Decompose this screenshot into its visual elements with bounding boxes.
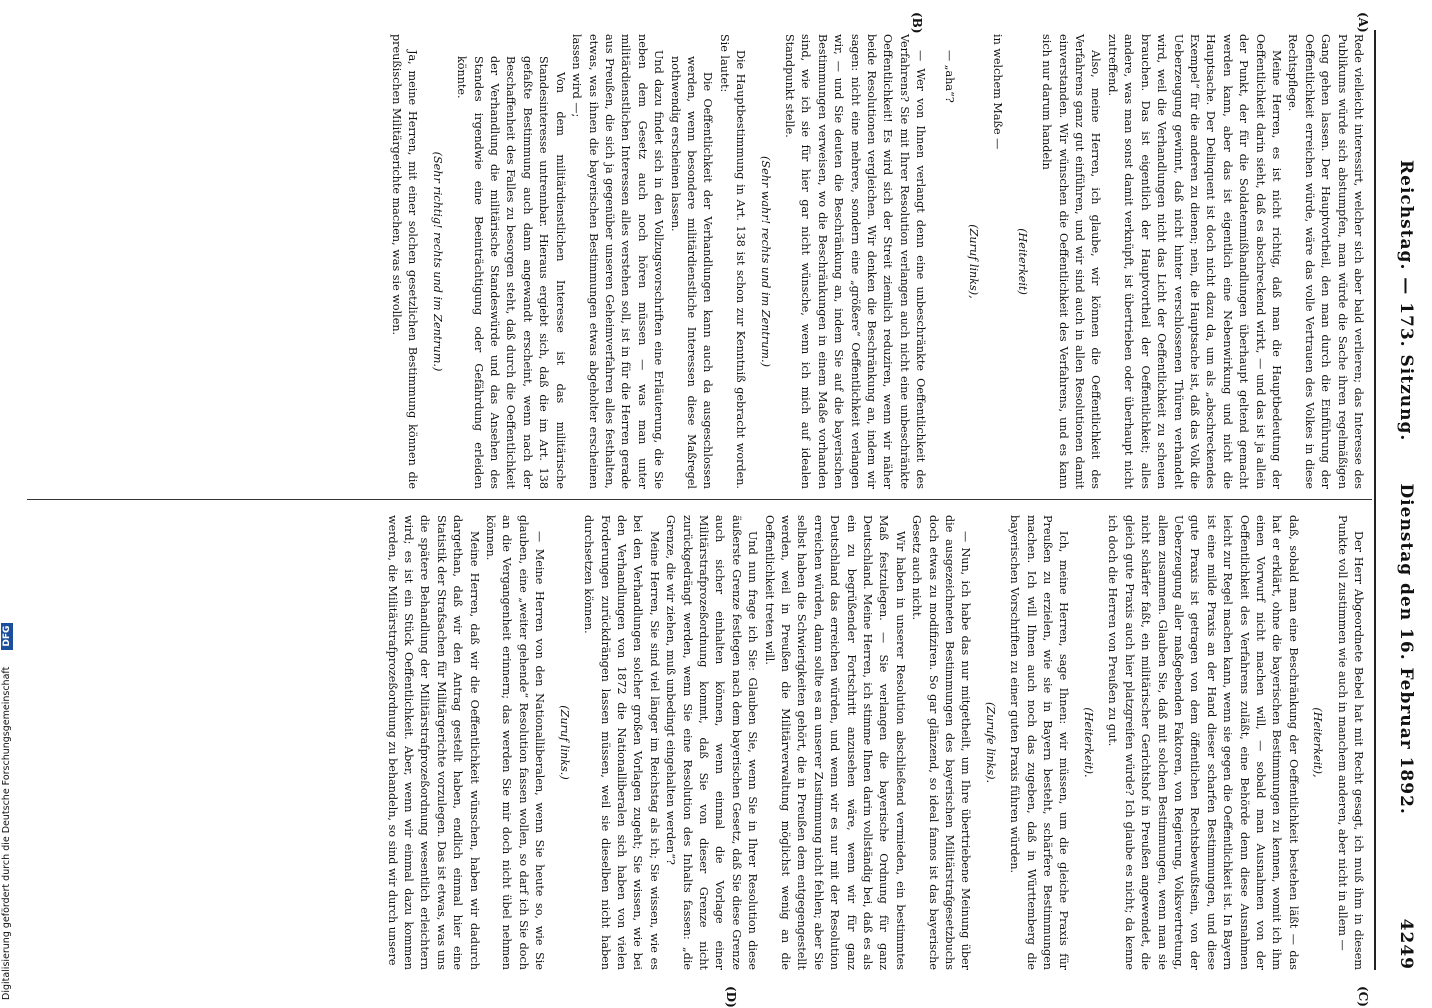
left-paragraph-9: Ja, meine Herren, mit einer solchen gesetzlichen Bestimmung können die preußischen Militärgerichte machen, was sie wollen. (390, 34, 420, 489)
left-quote-2: Von dem militärdienstlichen Interesse ist das militärische Standesinteresse untrennbar. Hieraus ergiebt sich, daß die im Art. 138 gefaßte Bestimmung auch dann angewandt erscheint, wenn nach der Beschaffenheit des Falles zu besorgen steht, daß durch die Oeffentlichkeit der Verhandlung die militärische Standeswürde und das Ansehen des Standes irgendwie eine Beeinträchtigung oder Gefährdung erleiden könnte. (455, 56, 567, 489)
dfg-credit-text: Digitalisierung gefördert durch die Deutsche Forschungsgemeinschaft (1, 666, 12, 1000)
right-paragraph-3: Ich, meine Herren, sage Ihnen: wir müssen, um die gleiche Praxis für Preußen zu erzielen, wie sie in Bayern besteht, schärfere Bestimmungen machen. Ich will Ihnen auch noch das zugeben, daß in Württemberg die bayerischen Vorschriften zu einer guten Praxis führen würden. (1008, 515, 1071, 970)
right-paragraph-1: Der Herr Abgeordnete Bebel hat mit Recht gesagt, ich muß ihm in diesem Punkte voll zustimmen wie auch in manchem anderen, aber nicht in allem — (1335, 515, 1365, 970)
stage-direction: (Sehr wahr! rechts und im Zentrum.) (758, 156, 772, 367)
left-paragraph-5: — „aha“? (942, 50, 956, 103)
left-paragraph-4: in welchem Maße — (991, 34, 1005, 150)
left-quote-1: Die Oeffentlichkeit der Verhandlungen kann auch da ausgeschlossen werden, wenn besondere militärdienstliche Interessen diese Maßregel nothwendig erscheinen lassen. (668, 56, 715, 489)
header-date-and-page (1396, 483, 1416, 970)
left-paragraph-2: Meine Herren, es ist nicht richtig, daß man die Hauptbedeutung der Oeffentlichkeit darin sieht, daß es abschreckend wirkt, — und das ist ja allein der Punkt, der für die Soldatenmißhandlungen überhaupt geltend gemacht werden kann, aber das ist eigentlich eine Nebenwirkung und nicht die Hauptsache. Der Delinquent ist doch nicht dazu da, um als „abschreckendes Exempel“ für die anderen zu dienen; nein, die Hauptsache ist, daß das Volk die Ueberzeugung gewinnt, daß nicht hinter verschlossenen Thüren verhandelt wird, weil die Verhandlungen nicht das Licht der Oeffentlichkeit zu scheuen brauchen. Das ist eigentlich der Hauptvortheil der Oeffentlichkeit; alles andere, was man sonst damit verknüpft, ist übertrieben oder überhaupt nicht zutreffend. (1105, 34, 1283, 489)
right-paragraph-4: — Nun, ich habe das nur mitgetheilt, um Ihre übertriebene Meinung über die ausgezeichneten Bestimmungen des bayerischen Militärstrafgesetzbuchs doch etwas zu modifiziren. So gar glänzend, so ideal famos ist das bayerische Gesetz auch nicht. (910, 515, 973, 970)
stage-direction: (Zurufe links). (983, 701, 997, 784)
header-rule (1374, 30, 1376, 970)
margin-mark-b: (B) (910, 12, 924, 34)
stage-direction: (Heiterkeit), (1311, 707, 1325, 778)
left-paragraph-1: Rede vielleicht interessirt, welcher sich aber bald verlieren; das Interesse des Publikums würde sich abstumpfen, man würde die Sache ihren regelmäßigen Gang gehen lassen. Der Hauptvortheil, den man durch die Einführung der Oeffentlichkeit erreichen würde, wäre das volle Vertrauen des Volkes in diese Rechtspflege. (1286, 34, 1365, 489)
left-paragraph-3: Also, meine Herren, ich glaube, wir können die Oeffentlichkeit des Verfahrens ganz gut einführen, und wir sind auch in allen Resolutionen damit einverstanden. Wir wünschen die Oeffentlichkeit des Verfahrens, und es kann sich nur darum handeln (1040, 34, 1103, 489)
dfg-logo: DFG (1, 623, 13, 650)
stage-direction: (Heiterkeit). (1081, 707, 1095, 778)
left-paragraph-7: Die Hauptbestimmung in Art. 138 ist schon zur Kenntniß gebracht worden. Sie lautet: (717, 34, 748, 489)
left-paragraph-6: — Wer von Ihnen verlangt denn eine unbeschränkte Oeffentlichkeit des Verfahrens? Sie mit Ihrer Resolution verlangen auch nicht eine unbeschränkte Oeffentlichkeit! Es wird sich der Streit ziemlich reduziren, wenn wir näher beide Resolutionen vergleichen. Wir denken die Beschränkung an, indem wir sagen: nicht eine mehrere, sondern eine „größere“ Oeffentlichkeit verlangen wir, — und Sie deuten die Beschränkung an, indem Sie auf die bayerischen Bestimmungen verweisen, wo die Beschränkungen in einem Maße vorhanden sind, wie ich sie für hier gar nicht wünsche, wenn ich mich auf idealen Standpunkt stelle. (783, 34, 928, 489)
right-paragraph-8: — Meine Herren von den Nationalliberalen, wenn Sie heute so, wie Sie glauben, eine „weiter gehende“ Resolution fassen wollen, so darf ich Sie doch an die Vergangenheit erinnern; das werden Sie mir doch nicht übel nehmen können. (484, 515, 547, 970)
margin-mark-a: (A) (1356, 12, 1370, 33)
margin-mark-c: (C) (1356, 986, 1370, 1007)
digitization-footer-text (0, 0, 14, 1000)
stage-direction: (Heiterkeit) (1015, 228, 1029, 295)
stage-direction: (Sehr richtig! rechts und im Zentrum.) (430, 151, 444, 372)
right-paragraph-5: Wir haben in unserer Resolution abschließend vermieden, ein bestimmtes Maß festzulegen. — Sie verlangen die bayerische Ordnung für ganz Deutschland. Meine Herren, ich stimme Ihnen darin vollständig bei, daß es als ein zu begrüßender Fortschritt anzusehen wäre, wenn wir für ganz Deutschland das erreichen würden, und wenn wir es nur mit der Resolution erreichen würden, dann sollte es an unserer Zustimmung nicht fehlen; aber Sie selbst haben die Schwierigkeiten gehört, die in Preußen dem entgegengestellt werden, weil in Preußen die Militärverwaltung möglichst wenig an die Oeffentlichkeit treten will. (762, 515, 907, 970)
left-paragraph-8: Und dazu findet sich in den Vollzugsvorschriften eine Erläuterung, die Sie neben dem Gesetz auch noch hören müssen — was man unter militärdienstlichen Interessen alles verstehen soll, ist in für die Herren gerade aus Preußen, die sich ja gegenüber unseren Geheimverfahren alles festhalten, etwas, was ihnen die bayerischen Bestimmungen etwas abgeholter erscheinen lassen wird —; (570, 34, 666, 489)
header-date: Dienstag den 16. Februar 1892. (1396, 483, 1416, 815)
digitization-footer (0, 0, 14, 1000)
right-paragraph-9: Meine Herren, daß wir die Oeffentlichkeit wünschen, haben wir dadurch dargethan, daß wir den Antrag gestellt haben, endlich einmal hier eine Statistik der Strafsachen für Militärgerichte vorzulegen. Das ist etwas, was uns die spätere Behandlung der Militärstrafprozeßordnung wesentlich erleichtern wird; es ist ein Stück Oeffentlichkeit. Aber, wenn wir einmal dazu kommen werden, die Militärstrafprozeßordnung zu behandeln, so sind wir durch unsere (385, 515, 481, 970)
page-number: 4249 (1396, 918, 1416, 970)
right-paragraph-6: Und nun frage ich Sie: Glauben Sie, wenn Sie in Ihrer Resolution diese äußerste Grenze festlegen nach dem bayerischen Gesetz, daß Sie diese Grenze auch sicher einhalten können, wenn einmal die Vorlage einer Militärstrafprozeßordnung kommt, daß Sie von dieser Grenze nicht zurückgedrängt werden, wenn Sie eine Resolution des Inhalts fassen: „die Grenze, die wir ziehen, muß unbedingt eingehalten werden“? (664, 515, 760, 970)
right-paragraph-2: daß, sobald man eine Beschränkung der Oeffentlichkeit bestehen läßt — das hat er erklärt, ohne die bayerischen Bestimmungen zu kennen, womit ich ihm einen Vorwurf nicht machen will, — sobald man Ausnahmen von der Oeffentlichkeit des Verfahrens zuläßt, eine Behörde denn diese Ausnahmen leicht zur Regel machen kann, wenn sie gegen die Oeffentlichkeit ist. In Bayern ist eine milde Praxis an der Hand dieser scharfen Bestimmungen, und diese gute Praxis ist getragen von dem öffentlichen Rechtsbewußtsein, von der Ueberzeugung aller maßgebenden Faktoren, von Regierung, Volksvertretung, allem zusammen. Glauben Sie, daß mit solchen Bestimmungen, wenn man sie nicht schärfer faßt, ein militärischer Gerichtshof in Preußen angewendet, die gleich gute Praxis auch hier platzgreifen würde? Ich glaube es nicht; da kenne ich doch die Herren von Preußen zu gut. (1106, 515, 1300, 970)
left-column (388, 34, 1366, 489)
stage-direction: (Zuruf links), (967, 224, 981, 299)
stage-direction: (Zuruf links.) (557, 705, 571, 780)
right-column (383, 515, 1366, 970)
margin-mark-d: (D) (724, 986, 738, 1008)
right-paragraph-7: Meine Herren, Sie sind viel länger im Reichstag als ich; Sie wissen, wie es bei den Verhandlungen solcher großen Vorlagen zugeht; Sie wissen, wie bei den Verhandlungen von 1872 die Nationalliberalen sich haben von vielen Forderungen zurückdrängen lassen müssen, weil sie dieselben nicht haben durchsetzen können. (582, 515, 661, 970)
page-header (1382, 30, 1422, 970)
header-left-title: Reichstag. — 173. Sitzung. (1396, 160, 1416, 442)
column-divider (27, 499, 1372, 500)
